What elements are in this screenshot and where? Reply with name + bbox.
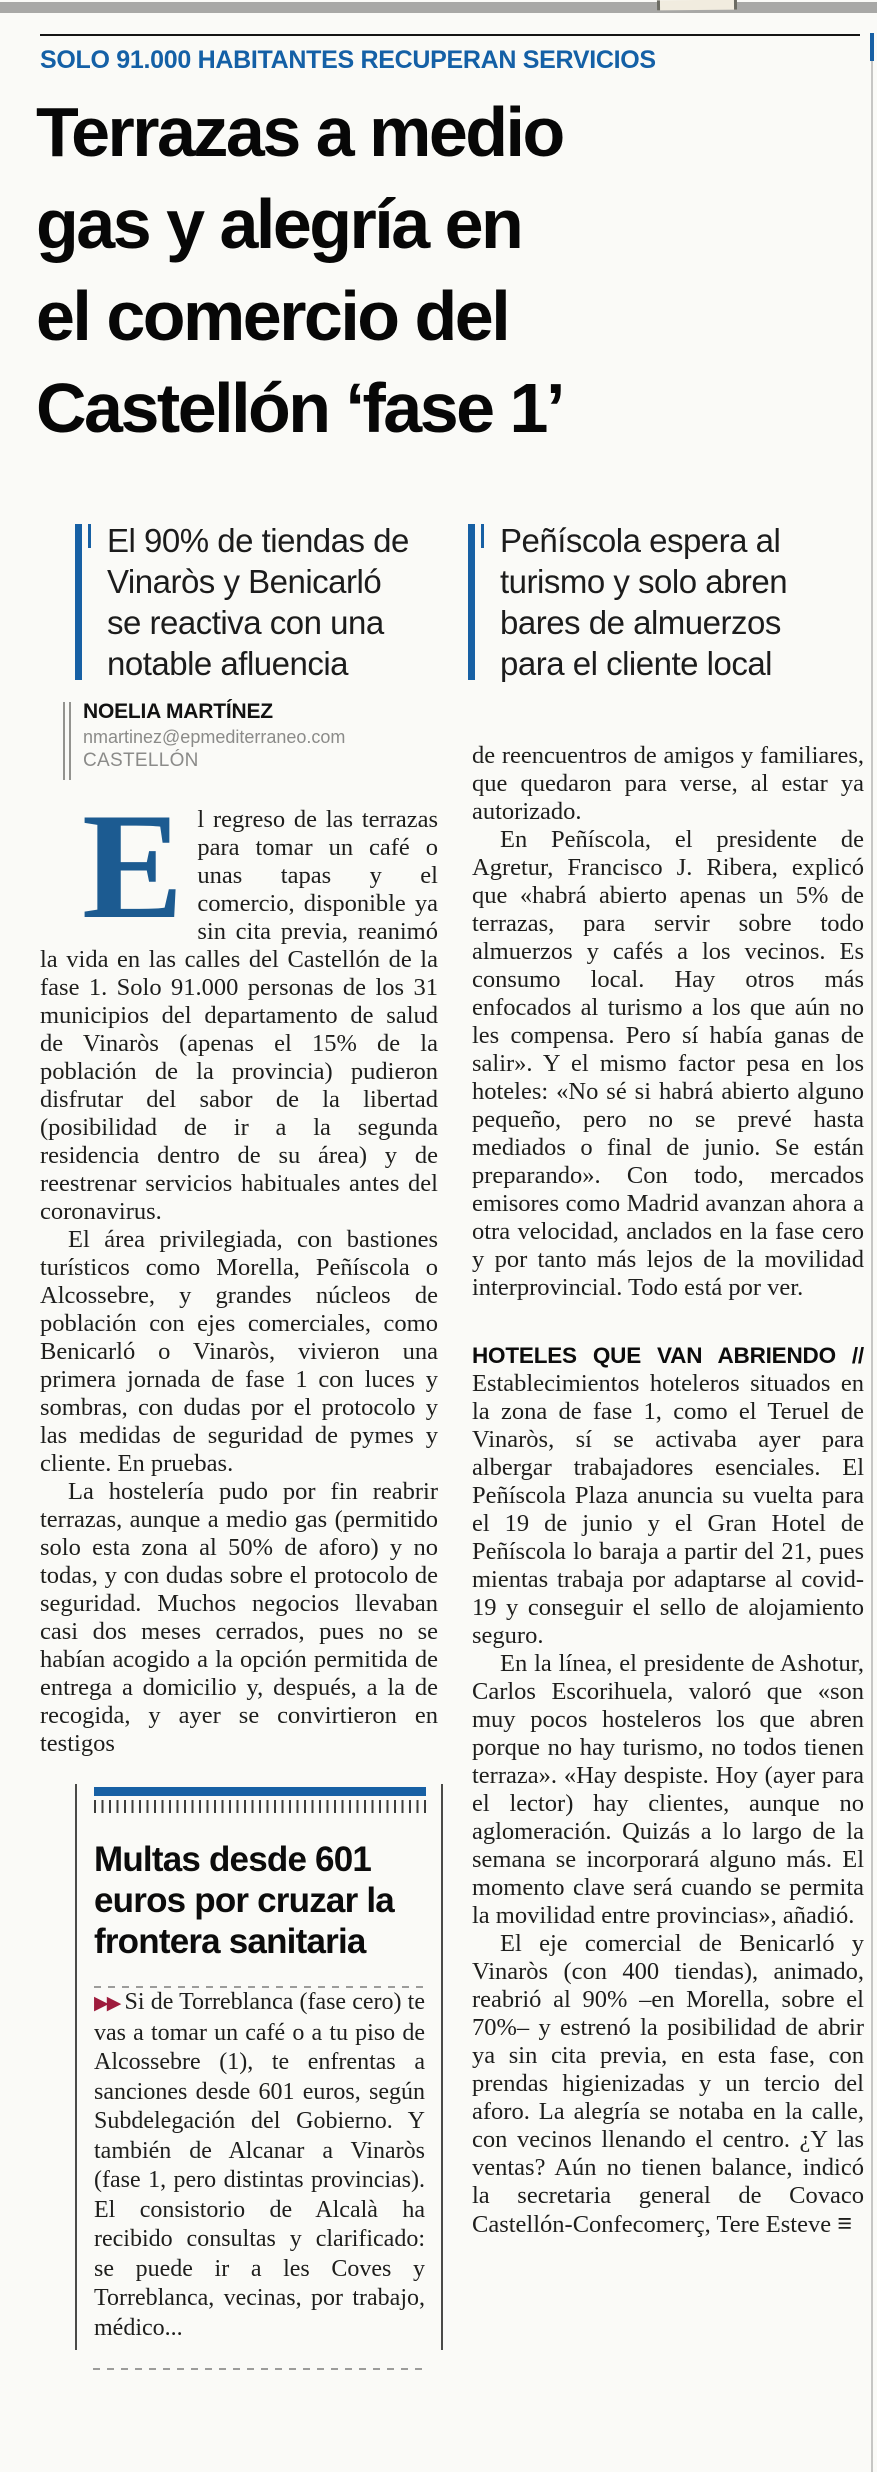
right-column-rule [871,38,873,2472]
byline-location: CASTELLÓN [83,750,199,771]
paragraph-with-runin [472,1342,864,1650]
double-arrow-icon: ▶▶ [94,1993,120,2014]
paragraph: El área privilegiada, con bastiones turísticos como Morella, Peñíscola o Alcossebre, y grandes núcleos de población con ejes comerciales, como Benicarló o Vinaròs, vivieron una primera jornada de fase 1 con luces y sombras, con dudas por el protocolo y las medidas de seguridad de pymes y cliente. En pruebas. [40,1226,438,1477]
right-edge-blue-fragment [870,33,874,61]
standfirst-left-text: El 90% de tiendas de Vinaròs y Benicarló se reactiva con una notable afluencia [107,522,409,682]
paragraph-lead-text: l regreso de las terrazas para tomar un café o unas tapas y el comercio, disponible ya sin cita previa, reanimó la vida en las calles del Castellón de la fase 1. Solo 91.000 personas de los 31 municipios del departamento de salud de Vinaròs (apenas el 15% de la población de la provincia) pudieron disfrutar del sabor de la libertad (posibilidad de ir a la segunda residencia dentro de su área) y de reestrenar servicios habituales antes del coronavirus. [40,806,438,1225]
sidebar-box [75,1784,443,2350]
paragraph: En Peñíscola, el presidente de Agretur, Francisco J. Ribera, explicó que «habrá abierto apenas un 5% de terrazas, para servir sobre todo almuerzos y cafés a los vecinos. Es consumo local. Hay otros más enfocados al turismo a los que aún no les compensa. Pero sí había ganas de salir». Y el mismo factor pesa en los hoteles: «No sé si habrá abierto alguno pequeño, pero no se prevé hasta mediados o final de junio. Se están preparando». Con todo, mercados emisores como Madrid avanzan ahora a otra velocidad, anclados en la fase cero y por tanto más lejos de la movilidad interprovincial. Todo está por ver. [472,826,864,1301]
paragraph-text: El eje comercial de Benicarló y Vinaròs (con 400 tiendas), animado, reabrió al 90% –en Morella, sobre el 70%– y estrenó la posibilidad de abrir ya sin cita previa, en esta fase, con prendas higienizadas y un tercio del aforo. La alegría se notaba en la calle, con vecinos llenando el centro. ¿Y las ventas? Aún no tienen balance, indicó la secretaria general de Covaco Castellón-Confecomerç, Tere Esteve [472,1930,864,2238]
byline-email: nmartinez@epmediterraneo.com [83,727,346,747]
byline-author: NOELIA MARTÍNEZ [83,700,273,723]
scanner-top-bar [0,2,877,13]
paragraph-lead [40,782,438,1226]
headline-line-3: el comercio del [36,277,509,355]
sidebar-text [94,1988,425,2343]
headline-line-2: gas y alegría en [36,185,522,263]
paragraph: La hostelería pudo por fin reabrir terrazas, aunque a medio gas (permitido solo esta zona al 50% de aforo) y no todas, y con dudas sobre el protocolo de seguridad. Muchos negocios llevaban casi dos meses cerrados, pues no se habían acogido a la opción permitida de entrega a domicilio y, después, a la de recogida, y ayer se convirtieron en testigos [40,1478,438,1757]
article-top-rule [40,34,860,36]
standfirst-bar-icon [75,524,82,680]
standfirst-tick-icon [481,524,484,548]
main-headline [36,86,846,454]
body-column-left [40,782,438,2370]
sidebar-body-text: Si de Torreblanca (fase cero) te vas a tomar un café o a tu piso de Alcossebre (1), te enfrentas a sanciones desde 601 euros, según Subdelegación del Gobierno. Y también de Alcanar a Vinaròs (fase 1, pero distintas provincias). El consistorio de Alcalà ha recibido consultas y clarificado: se puede ir a les Coves y Torreblanca, vecinas, por trabajo, médico... [94,1989,425,2341]
body-column-right [472,742,864,2239]
sidebar-hatch-icon [94,1800,426,1813]
headline-line-4: Castellón ‘fase 1’ [36,369,563,447]
paragraph-final [472,1930,864,2239]
kicker: SOLO 91.000 HABITANTES RECUPERAN SERVICIOS [40,46,656,74]
runin-subhead: HOTELES QUE VAN ABRIENDO // [472,1343,864,1368]
standfirst-right [468,520,813,684]
byline-block [63,700,403,772]
drop-cap: E [82,782,184,950]
standfirst-tick-icon [88,524,91,548]
standfirst-left [75,520,420,684]
sidebar-accent-bar [94,1787,426,1796]
headline-line-1: Terrazas a medio [36,93,563,171]
end-of-article-icon: ≡ [837,2209,851,2238]
standfirst-right-text: Peñíscola espera al turismo y solo abren bares de almuerzos para el cliente local [500,522,788,682]
page-tab-shape [657,0,737,10]
sidebar-title: Multas desde 601 euros por cruzar la frontera sanitaria [94,1840,394,1961]
sidebar-dashed-rule-bottom [93,2368,425,2370]
paragraph: En la línea, el presidente de Ashotur, Carlos Escorihuela, valoró que «son muy pocos hosteleros los que abren porque no hay turismo, no todos tienen terraza». «Hay despiste. Hoy (ayer para el lector) hay clientes, aunque no aglomeración. Quizás a lo largo de la semana se incorporará alguno más. El momento clave será cuando se permita la movilidad entre provincias», añadió. [472,1650,864,1929]
paragraph-continuation: de reencuentros de amigos y familiares, que quedaron para verse, al estar ya autorizado. [472,742,864,825]
byline-rules-icon [63,702,71,780]
paragraph-text: Establecimientos hoteleros situados en la zona de fase 1, como el Teruel de Vinaròs, sí se activaba ayer para albergar trabajadores esenciales. El Peñíscola Plaza anuncia su vuelta para el 19 de junio y el Gran Hotel de Peñíscola lo baraja a partir del 21, pues mientas trabaja por adaptarse al covid-19 y conseguir el sello de alojamiento seguro. [472,1370,864,1649]
standfirst-bar-icon [468,524,475,680]
